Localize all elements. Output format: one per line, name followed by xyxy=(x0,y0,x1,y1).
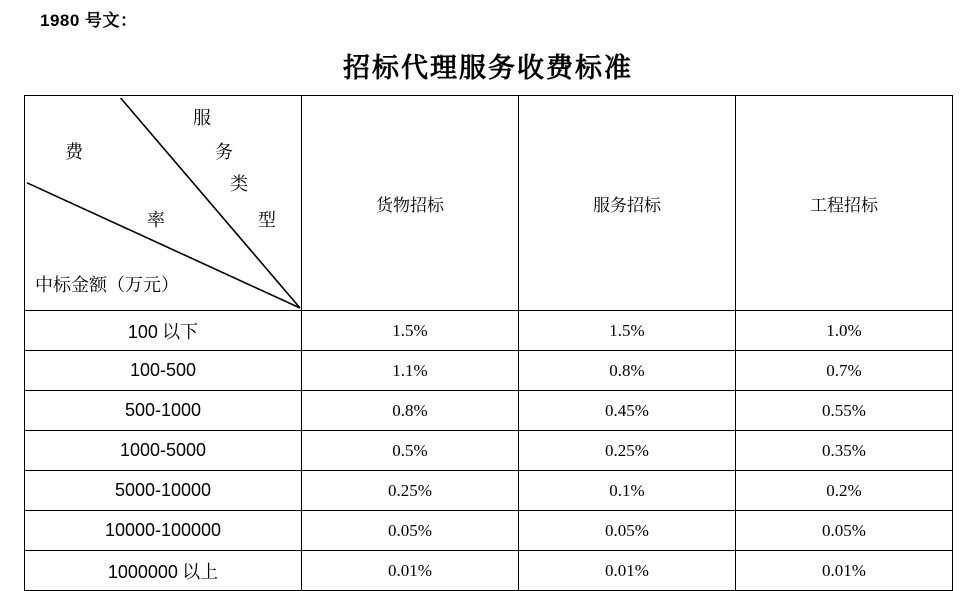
cell-project: 0.01% xyxy=(736,551,953,591)
table-corner-header xyxy=(25,96,302,311)
table-row xyxy=(25,471,953,511)
row-label-number: 500-1000 xyxy=(124,400,202,420)
corner-label-service-1: 服 xyxy=(193,108,211,128)
cell-goods: 0.05% xyxy=(302,511,519,551)
row-label xyxy=(25,511,302,551)
row-label-suffix: 以上 xyxy=(182,561,219,582)
row-label xyxy=(25,551,302,591)
column-header-service: 服务招标 xyxy=(519,96,736,311)
table-row xyxy=(25,551,953,591)
row-label-number: 5000-10000 xyxy=(114,480,212,500)
cell-service: 0.8% xyxy=(519,351,736,391)
row-label-number: 1000-5000 xyxy=(119,440,207,460)
cell-goods: 1.5% xyxy=(302,311,519,351)
row-label-suffix: 以下 xyxy=(162,321,199,342)
table-row xyxy=(25,511,953,551)
row-label-number: 100-500 xyxy=(129,360,197,380)
row-label xyxy=(25,311,302,351)
column-header-goods: 货物招标 xyxy=(302,96,519,311)
cell-service: 1.5% xyxy=(519,311,736,351)
cell-goods: 1.1% xyxy=(302,351,519,391)
cell-service: 0.1% xyxy=(519,471,736,511)
cell-service: 0.01% xyxy=(519,551,736,591)
corner-label-rate: 率 xyxy=(147,210,165,230)
corner-label-fee: 费 xyxy=(65,142,83,162)
cell-project: 0.35% xyxy=(736,431,953,471)
row-label xyxy=(25,351,302,391)
fee-table xyxy=(24,95,953,591)
corner-label-service-2: 务 xyxy=(215,142,233,162)
cell-service: 0.05% xyxy=(519,511,736,551)
column-header-project: 工程招标 xyxy=(736,96,953,311)
table-row xyxy=(25,431,953,471)
row-label-number: 1000000 xyxy=(107,561,178,582)
cell-project: 1.0% xyxy=(736,311,953,351)
cell-goods: 0.5% xyxy=(302,431,519,471)
corner-label-type: 型 xyxy=(258,210,276,230)
corner-label-service-3: 类 xyxy=(230,174,248,194)
cell-project: 0.2% xyxy=(736,471,953,511)
cell-goods: 0.01% xyxy=(302,551,519,591)
cell-project: 0.05% xyxy=(736,511,953,551)
row-label xyxy=(25,391,302,431)
table-row xyxy=(25,311,953,351)
row-label-number: 100 xyxy=(127,321,158,342)
cell-project: 0.7% xyxy=(736,351,953,391)
fee-table-container xyxy=(24,95,952,591)
cell-service: 0.25% xyxy=(519,431,736,471)
corner-label-amount: 中标金额（万元） xyxy=(35,275,179,295)
cell-project: 0.55% xyxy=(736,391,953,431)
row-label xyxy=(25,431,302,471)
cell-goods: 0.8% xyxy=(302,391,519,431)
table-row xyxy=(25,391,953,431)
page-title: 招标代理服务收费标准 xyxy=(343,53,633,83)
table-header-row xyxy=(25,96,953,311)
cell-goods: 0.25% xyxy=(302,471,519,511)
table-row xyxy=(25,351,953,391)
row-label xyxy=(25,471,302,511)
document-note: 1980 号文： xyxy=(40,11,138,30)
cell-service: 0.45% xyxy=(519,391,736,431)
row-label-number: 10000-100000 xyxy=(104,520,222,540)
